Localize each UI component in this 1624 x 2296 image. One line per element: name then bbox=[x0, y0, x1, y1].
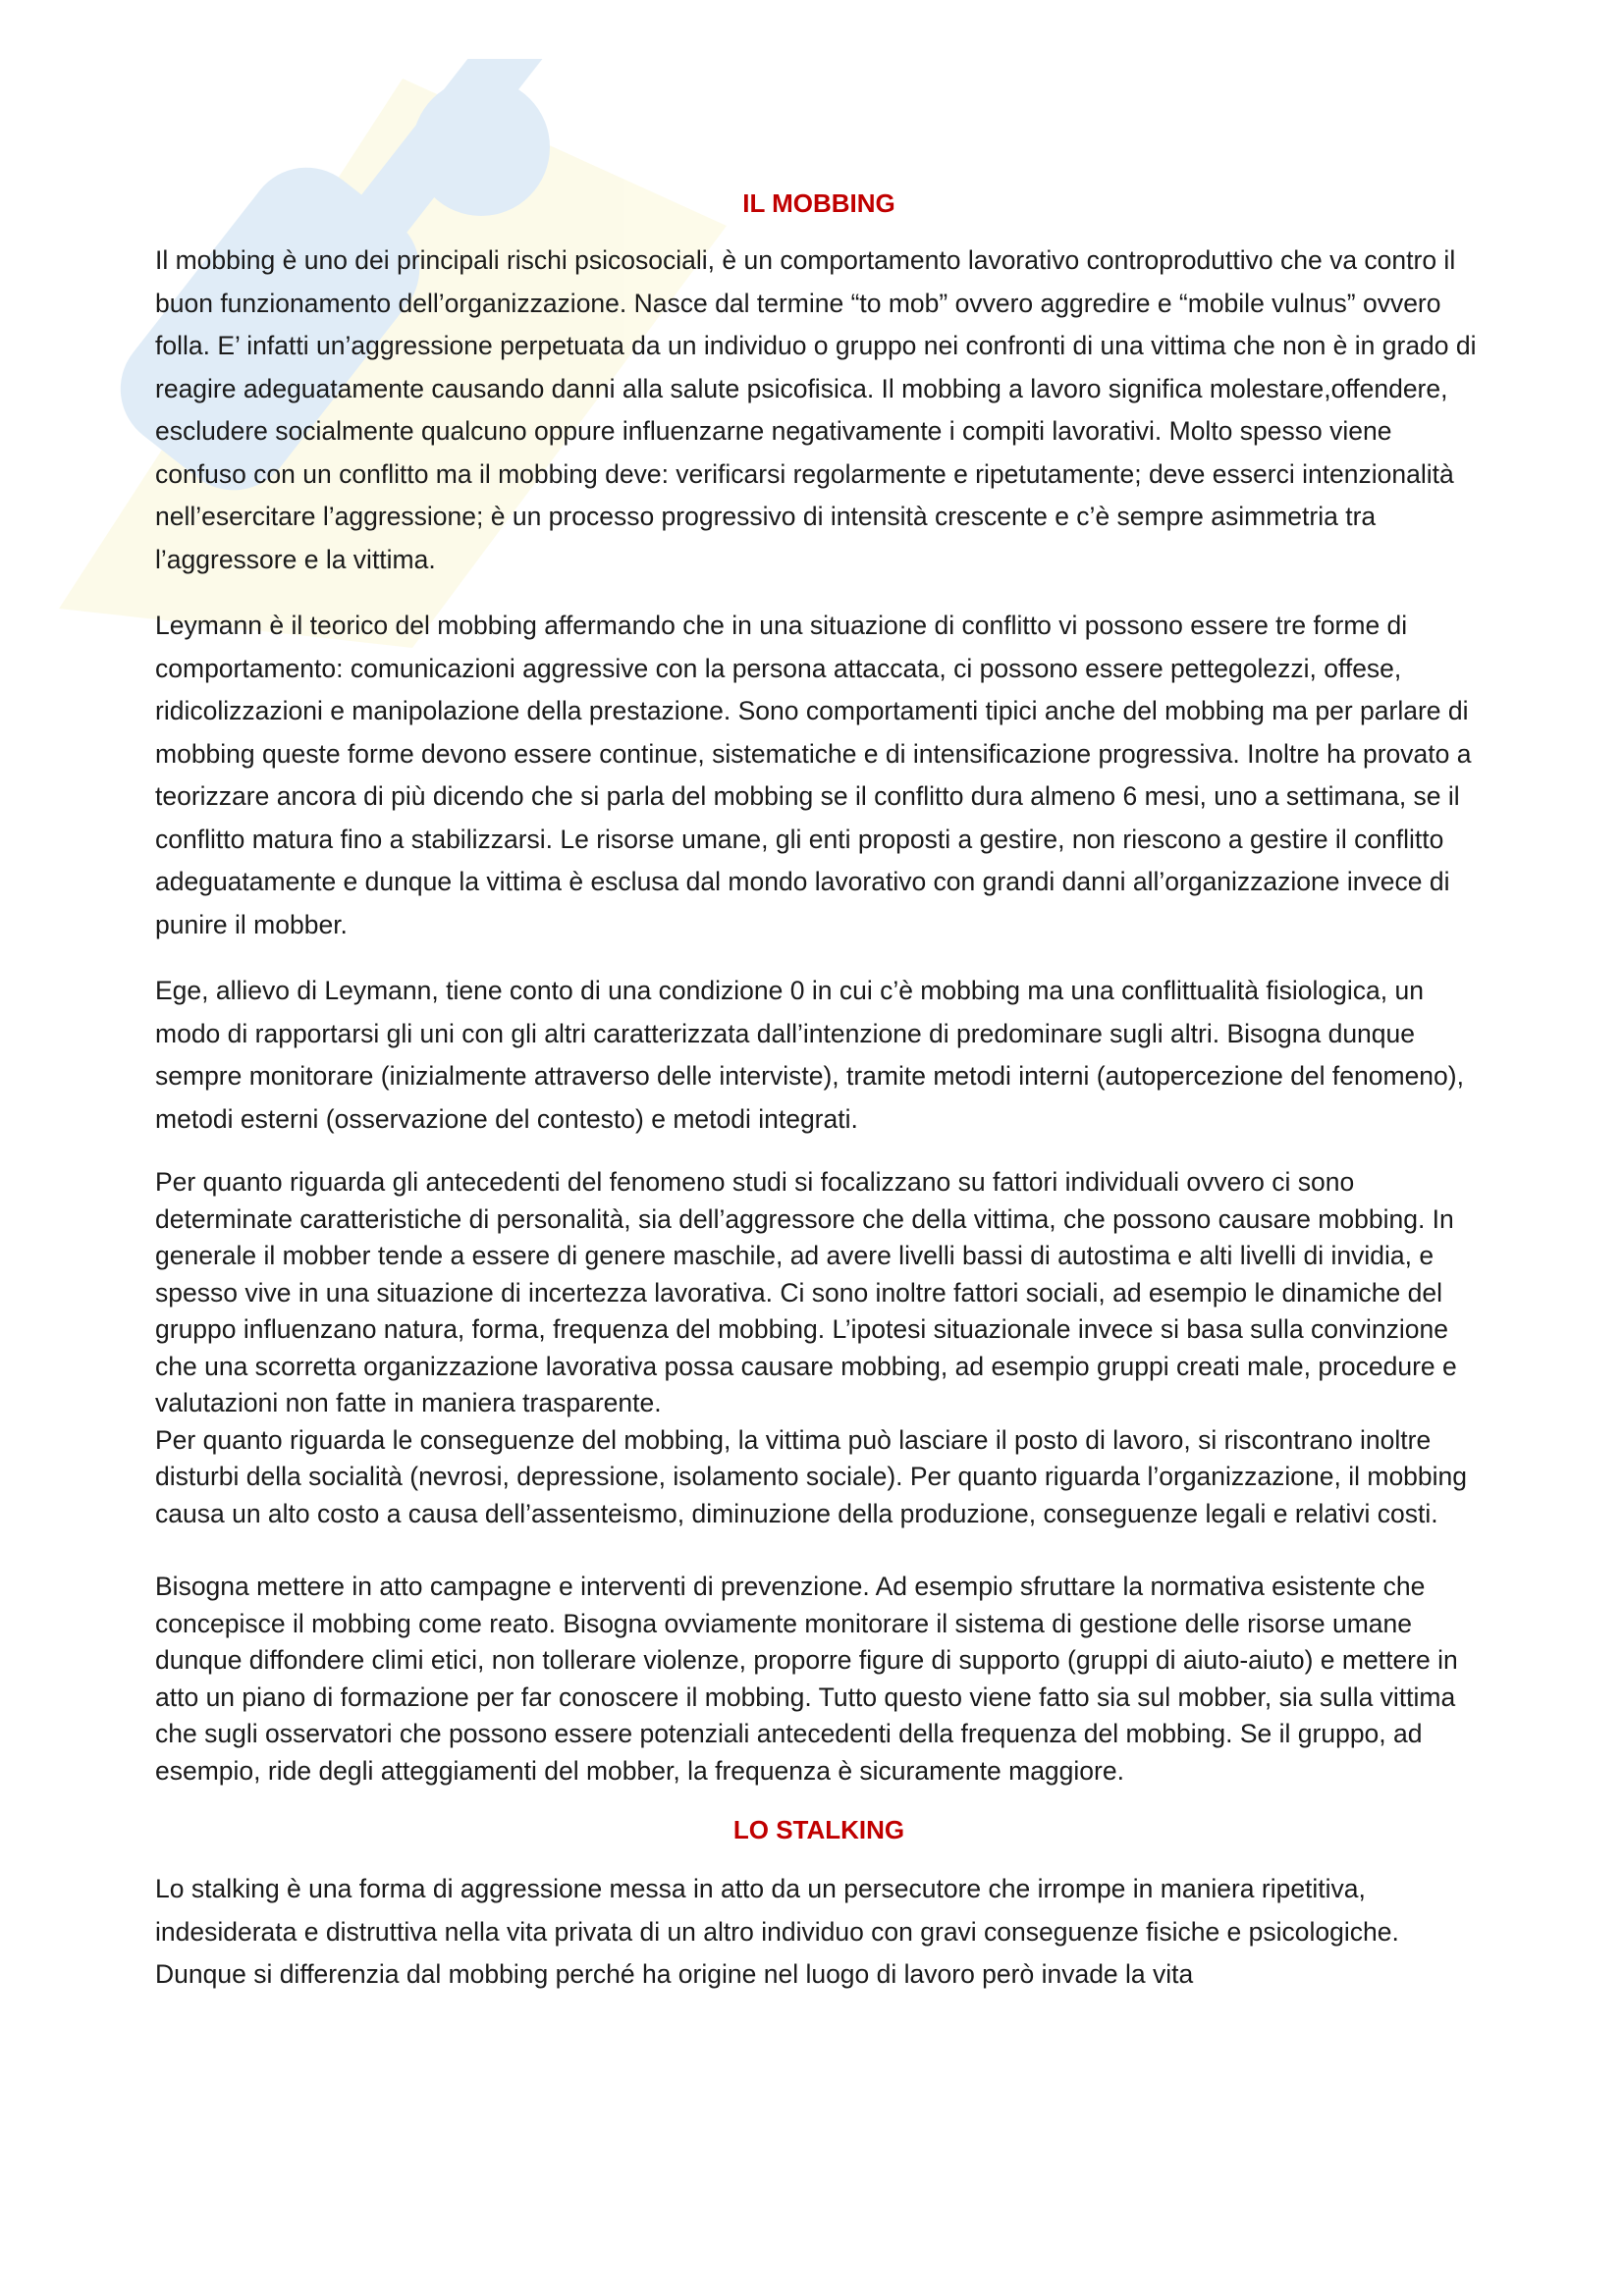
paragraph-antecedents: Per quanto riguarda gli antecedenti del fenomeno studi si focalizzano su fattori individuali ovvero ci sono determinate caratteristiche di personalità, sia dell’aggressore che della vittima, che possono causare mobbing. In generale il mobber tende a essere di genere maschile, ad avere livelli bassi di autostima e alti livelli di invidia, e spesso vive in una situazione di incertezza lavorativa. Ci sono inoltre fattori sociali, ad esempio le dinamiche del gruppo influenzano natura, forma, frequenza del mobbing. L’ipotesi situazionale invece si basa sulla convinzione che una scorretta organizzazione lavorativa possa causare mobbing, ad esempio gruppi creati male, procedure e valutazioni non fatte in maniera trasparente. bbox=[155, 1167, 1457, 1417]
paragraph-prevention: Bisogna mettere in atto campagne e interventi di prevenzione. Ad esempio sfruttare la normativa esistente che concepisce il mobbing come reato. Bisogna ovviamente monitorare il sistema di gestione delle risorse umane dunque diffondere climi etici, non tollerare violenze, proporre figure di supporto (gruppi di aiuto-aiuto) e mettere in atto un piano di formazione per far conoscere il mobbing. Tutto questo viene fatto sia sul mobber, sia sulla vittima che sugli osservatori che possono essere potenziali antecedenti della frequenza del mobbing. Se il gruppo, ad esempio, ride degli atteggiamenti del mobber, la frequenza è sicuramente maggiore. bbox=[155, 1572, 1458, 1786]
paragraph-stalking-intro: Lo stalking è una forma di aggressione messa in atto da un persecutore che irrompe in maniera ripetitiva, indesiderata e distruttiva nella vita privata di un altro individuo con gravi conseguenze fisiche e psicologiche. Dunque si differenzia dal mobbing perché ha origine nel luogo di lavoro però invade la vita bbox=[155, 1874, 1399, 1989]
heading-stalking: LO STALKING bbox=[732, 1815, 905, 1844]
document-page bbox=[155, 187, 1483, 2020]
paragraph-mobbing-intro: Il mobbing è uno dei principali rischi psicosociali, è un comportamento lavorativo controproduttivo che va contro il buon funzionamento dell’organizzazione. Nasce dal termine “to mob” ovvero aggredire e “mobile vulnus” ovvero folla. E’ infatti un’aggressione perpetuata da un individuo o gruppo nei confronti di una vittima che non è in grado di reagire adeguatamente causando danni alla salute psicofisica. Il mobbing a lavoro significa molestare,offendere, escludere socialmente qualcuno oppure influenzarne negativamente i compiti lavorativi. Molto spesso viene confuso con un conflitto ma il mobbing deve: verificarsi regolarmente e ripetutamente; deve esserci intenzionalità nell’esercitare l’aggressione; è un processo progressivo di intensità crescente e c’è sempre asimmetria tra l’aggressore e la vittima. bbox=[155, 245, 1477, 574]
paragraph-leymann: Leymann è il teorico del mobbing affermando che in una situazione di conflitto vi possono essere tre forme di comportamento: comunicazioni aggressive con la persona attaccata, ci possono essere pettegolezzi, offese, ridicolizzazioni e manipolazione della prestazione. Sono comportamenti tipici anche del mobbing ma per parlare di mobbing queste forme devono essere continue, sistematiche e di intensificazione progressiva. Inoltre ha provato a teorizzare ancora di più dicendo che si parla del mobbing se il conflitto dura almeno 6 mesi, uno a settimana, se il conflitto matura fino a stabilizzarsi. Le risorse umane, gli enti proposti a gestire, non riescono a gestire il conflitto adeguatamente e dunque la vittima è esclusa dal mondo lavorativo con grandi danni all’organizzazione invece di punire il mobber. bbox=[155, 611, 1472, 939]
paragraph-ege: Ege, allievo di Leymann, tiene conto di una condizione 0 in cui c’è mobbing ma una conflittualità fisiologica, un modo di rapportarsi gli uni con gli altri caratterizzata dall’intenzione di predominare sugli altri. Bisogna dunque sempre monitorare (inizialmente attraverso delle interviste), tramite metodi interni (autopercezione del fenomeno), metodi esterni (osservazione del contesto) e metodi integrati. bbox=[155, 976, 1464, 1134]
heading-mobbing: IL MOBBING bbox=[742, 188, 895, 218]
paragraph-consequences: Per quanto riguarda le conseguenze del mobbing, la vittima può lasciare il posto di lavoro, si riscontrano inoltre disturbi della socialità (nevrosi, depressione, isolamento sociale). Per quanto riguarda l’organizzazione, il mobbing causa un alto costo a causa dell’assenteismo, diminuzione della produzione, conseguenze legali e relativi costi. bbox=[155, 1424, 1468, 1528]
